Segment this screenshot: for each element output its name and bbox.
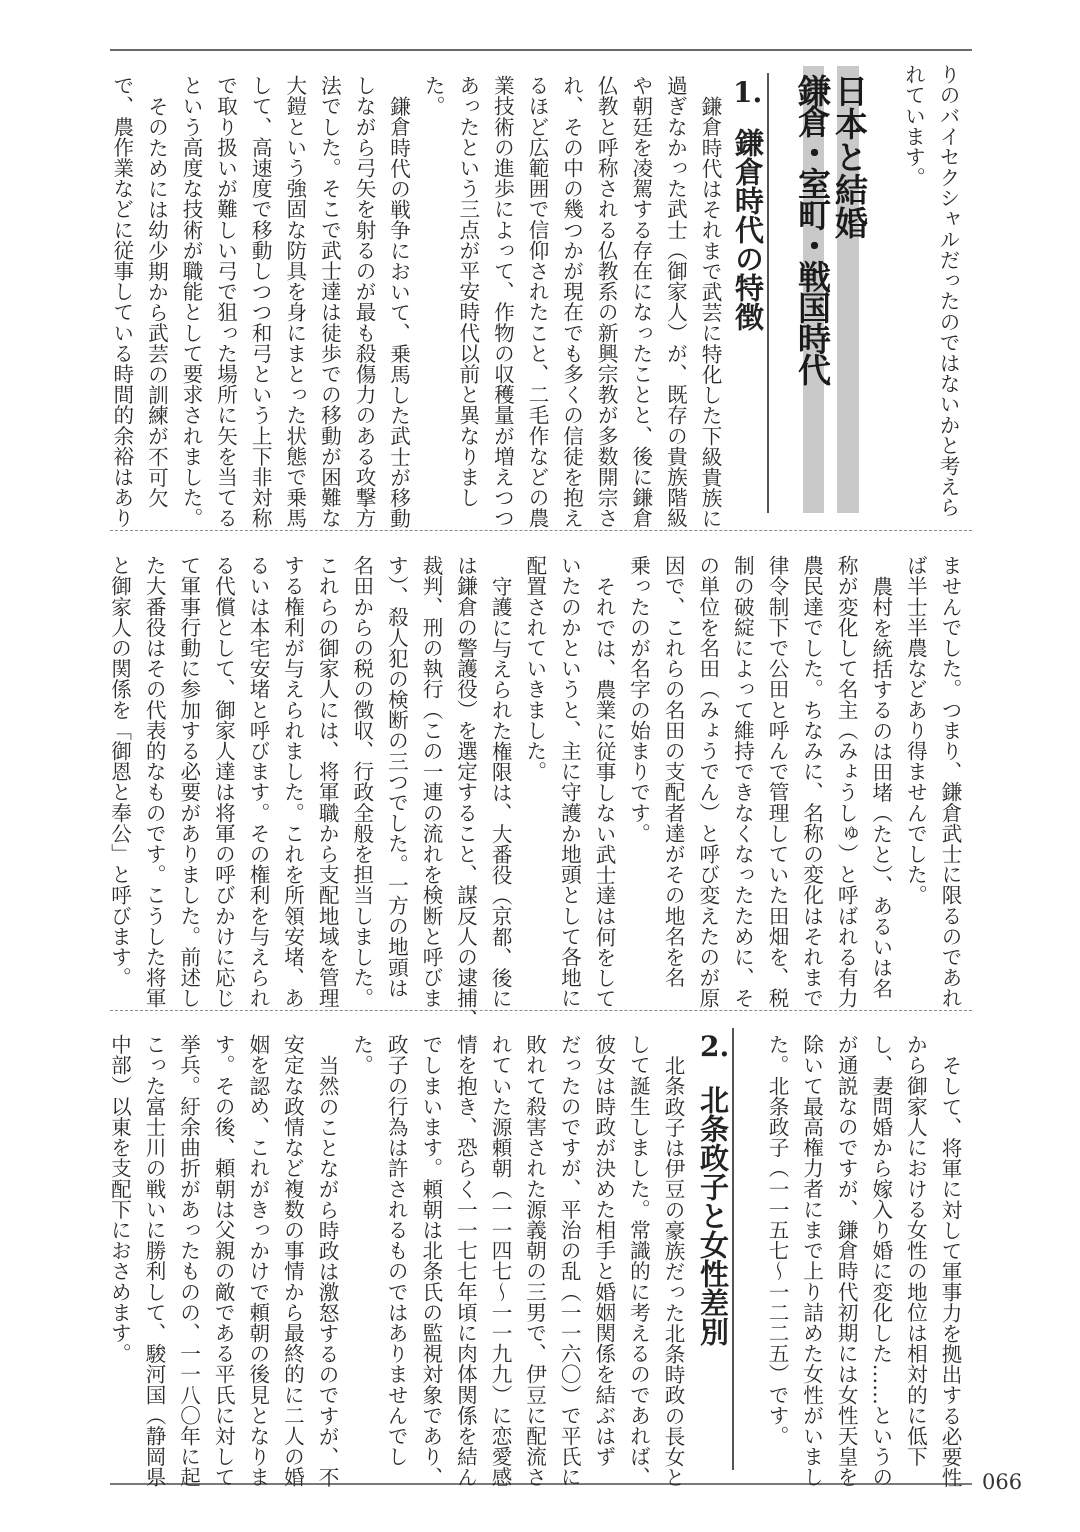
text-column: の単位を名田（みょうでん）と呼び変えたのが原 (695, 555, 720, 1009)
section2-heading: 北条政子と女性差別 (696, 1085, 730, 1346)
page-number: 066 (982, 1470, 1023, 1494)
chapter-title-line1: 日本と結婚 (830, 74, 869, 239)
text-column: ば半士半農などあり得ませんでした。 (903, 555, 928, 906)
text-column: して誕生しました。常識的に考えるのであれば、 (626, 1034, 651, 1488)
text-column: れていた源頼朝（一一四七～一一九九）に恋愛感 (488, 1034, 512, 1488)
text-column: そのためには幼少期から武芸の訓練が不可欠 (144, 95, 169, 508)
text-column: は鎌倉の警護役）を選定すること、謀反人の逮捕、 (453, 555, 478, 1029)
section-rule (732, 1028, 734, 1470)
text-column: 過ぎなかった武士（御家人）が、既存の貴族階級 (663, 75, 688, 529)
text-column: で取り扱いが難しい弓で狙った場所に矢を当てる (213, 75, 238, 529)
text-column: す。その後、頼朝は父親の敵である平氏に対して (211, 1034, 236, 1488)
text-column: する権利が与えられました。これを所領安堵、あ (280, 555, 305, 1009)
text-column: 北条政子は伊豆の豪族だった北条時政の長女と (661, 1054, 685, 1488)
text-column: しながら弓矢を射るのが最も殺傷力のある攻撃方 (352, 75, 376, 529)
text-column: 敗れて殺害された源義朝の三男で、伊豆に配流さ (522, 1034, 547, 1488)
text-column: 当然のことながら時政は激怒するのですが、不 (315, 1054, 339, 1488)
text-column: りのバイセクシャルだったのではないかと考えら (936, 64, 960, 518)
text-column: た。北条政子（一一五七～一二二五）です。 (765, 1034, 789, 1446)
text-column: あったという三点が平安時代以前と異なりまし (455, 75, 480, 508)
text-column: 乗ったのが名字の始まりです。 (626, 555, 651, 844)
top-rule (110, 49, 972, 51)
text-column: れ、その中の幾つかが現在でも多くの信徒を抱え (559, 75, 584, 529)
text-column: いたのかというと、主に守護か地頭として各地に (557, 555, 582, 1009)
text-column: 政子の行為は許されるものではありませんでし (384, 1034, 409, 1467)
text-column: から御家人における女性の地位は相対的に低下 (903, 1034, 928, 1467)
text-column: 挙兵。紆余曲折があったものの、一一八〇年に起 (176, 1034, 201, 1488)
text-column: が通説なのですが、鎌倉時代初期には女性天皇を (834, 1034, 859, 1488)
text-column: 律令制下で公田と呼んで管理していた田畑を、税 (765, 555, 789, 1009)
text-column: 中部）以東を支配下におさめます。 (107, 1034, 132, 1364)
text-column: た。 (349, 1034, 374, 1076)
text-column: 称が変化して名主（みょうしゅ）と呼ばれる有力 (834, 555, 859, 1009)
text-column: し、妻問婚から嫁入り婚に変化した……というの (868, 1034, 893, 1488)
text-column: 法でした。そこで武士達は徒歩での移動が困難な (317, 75, 342, 529)
text-column: るほど広範囲で信仰されたこと、二毛作などの農 (525, 75, 549, 529)
text-column: 情を抱き、恐らく一一七七年頃に肉体関係を結ん (453, 1034, 478, 1488)
tier-divider (110, 530, 972, 531)
text-column: だったのですが、平治の乱（一一六〇）で平氏に (557, 1034, 582, 1488)
text-column: 業技術の進歩によって、作物の収穫量が増えつつ (490, 75, 515, 529)
text-column: 裁判、刑の執行（この一連の流れを検断と呼びま (419, 555, 443, 1009)
text-column: 大鎧という強固な防具を身にまとった状態で乗馬 (282, 75, 307, 529)
text-column: でしまいます。頼朝は北条氏の監視対象であり、 (418, 1034, 443, 1488)
text-column: それでは、農業に従事しない武士達は何をして (592, 575, 616, 1009)
tier-divider (110, 1010, 972, 1011)
text-column: と御家人の関係を「御恩と奉公」と呼びます。 (107, 555, 132, 988)
text-column: 因で、これらの名田の支配者達がその地名を名 (661, 555, 686, 988)
text-column: 鎌倉時代はそれまで武芸に特化した下級貴族に (698, 95, 722, 529)
text-column: 農村を統括するのは田堵（たと）、あるいは名 (868, 575, 893, 998)
section-rule (767, 73, 769, 513)
text-column: こった富士川の戦いに勝利して、駿河国（静岡県 (142, 1034, 166, 1488)
text-column: た。 (421, 75, 446, 117)
text-column: 制の破綻によって維持できなくなったために、そ (730, 555, 755, 1009)
text-column: 農民達でした。ちなみに、名称の変化はそれまで (799, 555, 824, 1009)
text-column: や朝廷を凌駕する存在になったことと、後に鎌倉 (628, 75, 653, 529)
text-column: という高度な技術が職能として要求されました。 (179, 75, 203, 529)
section1-number: 1. (733, 76, 763, 109)
text-column: 彼女は時政が決めた相手と婚姻関係を結ぶはず (591, 1034, 616, 1467)
text-column: るいは本宅安堵と呼びます。その権利を与えられ (246, 555, 270, 1009)
text-column: ませんでした。つまり、鎌倉武士に限るのであれ (938, 555, 962, 1009)
text-column: 仏教と呼称される仏教系の新興宗教が多数開宗さ (594, 75, 619, 529)
text-column: そして、将軍に対して軍事力を拠出する必要性 (938, 1054, 962, 1488)
text-column: して、高速度で移動しつつ和弓という上下非対称 (248, 75, 273, 529)
section1-heading: 鎌倉時代の特徴 (731, 128, 765, 331)
text-column: 配置されていきました。 (522, 555, 547, 782)
text-column: 鎌倉時代の戦争において、乗馬した武士が移動 (386, 95, 411, 529)
text-column: る代償として、御家人達は将軍の呼びかけに応じ (211, 555, 236, 1009)
text-column: た大番役はその代表的なものです。こうした将軍 (142, 555, 167, 1009)
text-column: で、農作業などに従事している時間的余裕はあり (109, 75, 134, 529)
text-column: す）、殺人犯の検断の三つでした。一方の地頭は (384, 555, 409, 998)
text-column: これらの御家人には、将軍職から支配地域を管理 (315, 555, 340, 1009)
text-column: て軍事行動に参加する必要がありました。前述し (176, 555, 201, 1009)
section2-number: 2. (700, 1030, 730, 1063)
text-column: 守護に与えられた権限は、大番役（京都、後に (488, 575, 513, 1009)
text-column: 名田からの税の徴収、行政全般を担当しました。 (349, 555, 374, 1009)
text-column: れています。 (901, 64, 926, 188)
chapter-title-line2: 鎌倉・室町・戦国時代 (793, 74, 832, 384)
text-column: 安定な政情など複数の事情から最終的に二人の婚 (280, 1034, 305, 1488)
text-column: 姻を認め、これがきっかけで頼朝の後見となりま (245, 1034, 270, 1488)
text-column: 除いて最高権力者にまで上り詰めた女性がいまし (799, 1034, 824, 1488)
